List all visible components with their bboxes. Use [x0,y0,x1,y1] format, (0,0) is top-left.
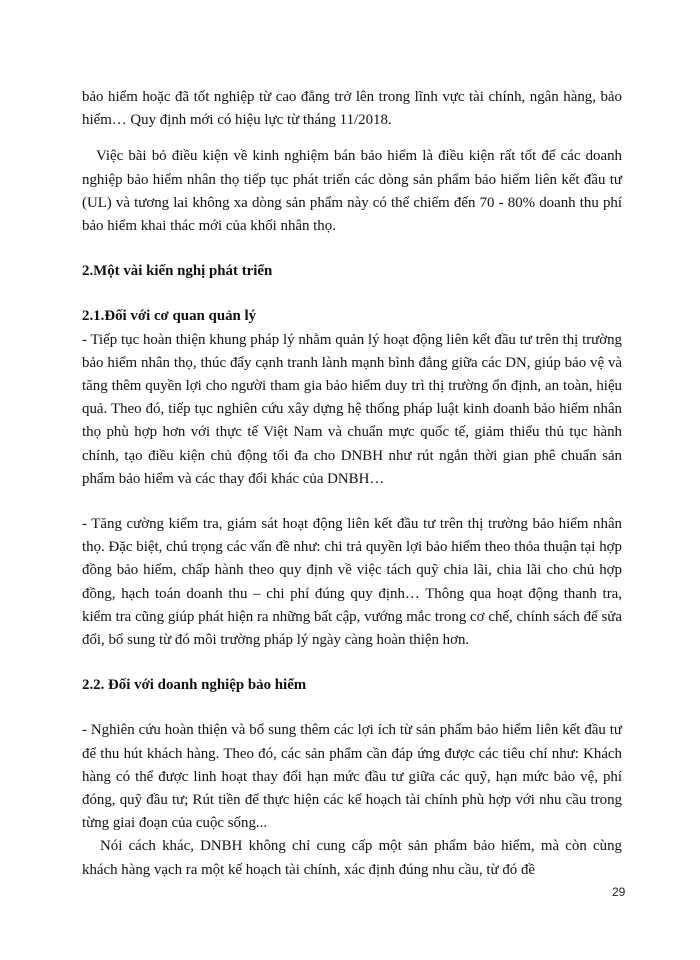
document-body [82,86,622,882]
paragraph-continuation: bảo hiểm hoặc đã tốt nghiệp từ cao đẳng trở lên trong lĩnh vực tài chính, ngân hàng, bảo hiểm… Quy định mới có hiệu lực từ tháng 11/2018. [82,89,622,129]
page-number: 29 [612,885,626,899]
paragraph-experience-condition: Việc bãi bỏ điều kiện về kinh nghiệm bán bảo hiểm là điều kiện rất tốt để các doanh nghiệp bảo hiểm nhân thọ tiếp tục phát triển các dòng sản phẩm bảo hiểm liên kết đầu tư (UL) và tương lai không xa dòng sản phẩm này có thể chiếm đến 70 - 80% doanh thu phí bảo hiểm khai thác mới của khối nhân thọ. [82,148,622,235]
paragraph-financial-plan: Nói cách khác, DNBH không chỉ cung cấp một sản phẩm bảo hiểm, mà còn cùng khách hàng vạch ra một kế hoạch tài chính, xác định đúng nhu cầu, từ đó đề [82,838,622,878]
subsection-heading-insurers: 2.2. Đối với doanh nghiệp bảo hiểm [82,677,307,694]
paragraph-product-benefits: - Nghiên cứu hoàn thiện và bổ sung thêm các lợi ích từ sản phẩm bảo hiểm liên kết đầu tư để thu hút khách hàng. Theo đó, các sản phẩm cần đáp ứng được các tiêu chí như: Khách hàng có thể được linh hoạt thay đổi hạn mức đầu tư giữa các quỹ, hạn mức bảo vệ, phí đóng, quỹ đầu tư; Rút tiền để thực hiện các kế hoạch tài chính phù hợp với nhu cầu trong từng giai đoạn của cuộc sống... [82,722,622,832]
paragraph-legal-framework: - Tiếp tục hoàn thiện khung pháp lý nhằm quản lý hoạt động liên kết đầu tư trên thị trường bảo hiểm nhân thọ, thúc đẩy cạnh tranh lành mạnh bình đẳng giữa các DN, giúp bảo vệ và tăng thêm quyền lợi cho người tham gia bảo hiểm duy trì thị trường ổn định, an toàn, hiệu quả. Theo đó, tiếp tục nghiên cứu xây dựng hệ thống pháp luật kinh doanh bảo hiểm nhân thọ phù hợp hơn với thực tế Việt Nam và chuẩn mực quốc tế, giảm thiểu thủ tục hành chính, tạo điều kiện chủ động tối đa cho DNBH như rút ngắn thời gian phê chuẩn sản phẩm bảo hiểm và các thay đổi khác của DNBH… [82,331,622,487]
section-heading-recommendations: 2.Một vài kiến nghị phát triển [82,263,273,280]
paragraph-inspection: - Tăng cường kiểm tra, giám sát hoạt động liên kết đầu tư trên thị trường bảo hiểm nhân thọ. Đặc biệt, chú trọng các vấn đề như: chi trả quyền lợi bảo hiểm theo thỏa thuận tại hợp đồng bảo hiểm, chấp hành theo quy định về việc tách quỹ chia lãi, chia lãi cho chủ hợp đồng, hạch toán doanh thu – chi phí đúng quy định… Thông qua hoạt động thanh tra, kiểm tra cũng giúp phát hiện ra những bất cập, vướng mắc trong cơ chế, chính sách để sửa đổi, bổ sung từ đó môi trường pháp lý ngày càng hoàn thiện hơn. [82,516,622,649]
subsection-heading-regulators: 2.1.Đối với cơ quan quản lý [82,308,257,325]
